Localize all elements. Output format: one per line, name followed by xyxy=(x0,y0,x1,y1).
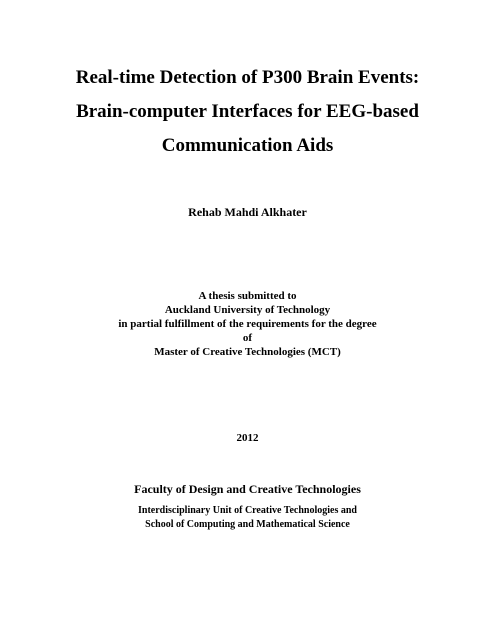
thesis-title-line-2: Brain-computer Interfaces for EEG-based xyxy=(76,101,419,122)
submission-statement-line-1: A thesis submitted to xyxy=(198,290,297,302)
thesis-title-line-3: Communication Aids xyxy=(161,135,334,156)
thesis-title-line-1: Real-time Detection of P300 Brain Events: xyxy=(75,67,420,88)
unit-name-line-1: Interdisciplinary Unit of Creative Technologies and xyxy=(138,505,357,516)
submission-year: 2012 xyxy=(236,432,259,444)
faculty-name: Faculty of Design and Creative Technologies xyxy=(134,482,361,496)
author-name: Rehab Mahdi Alkhater xyxy=(188,205,307,219)
degree-name: Master of Creative Technologies (MCT) xyxy=(154,346,341,358)
submission-statement-line-2: Auckland University of Technology xyxy=(164,304,331,316)
submission-statement-line-3: in partial fulfillment of the requirements for the degree xyxy=(118,318,377,330)
unit-name-line-2: School of Computing and Mathematical Science xyxy=(145,519,350,530)
submission-statement-line-4: of xyxy=(242,332,253,344)
